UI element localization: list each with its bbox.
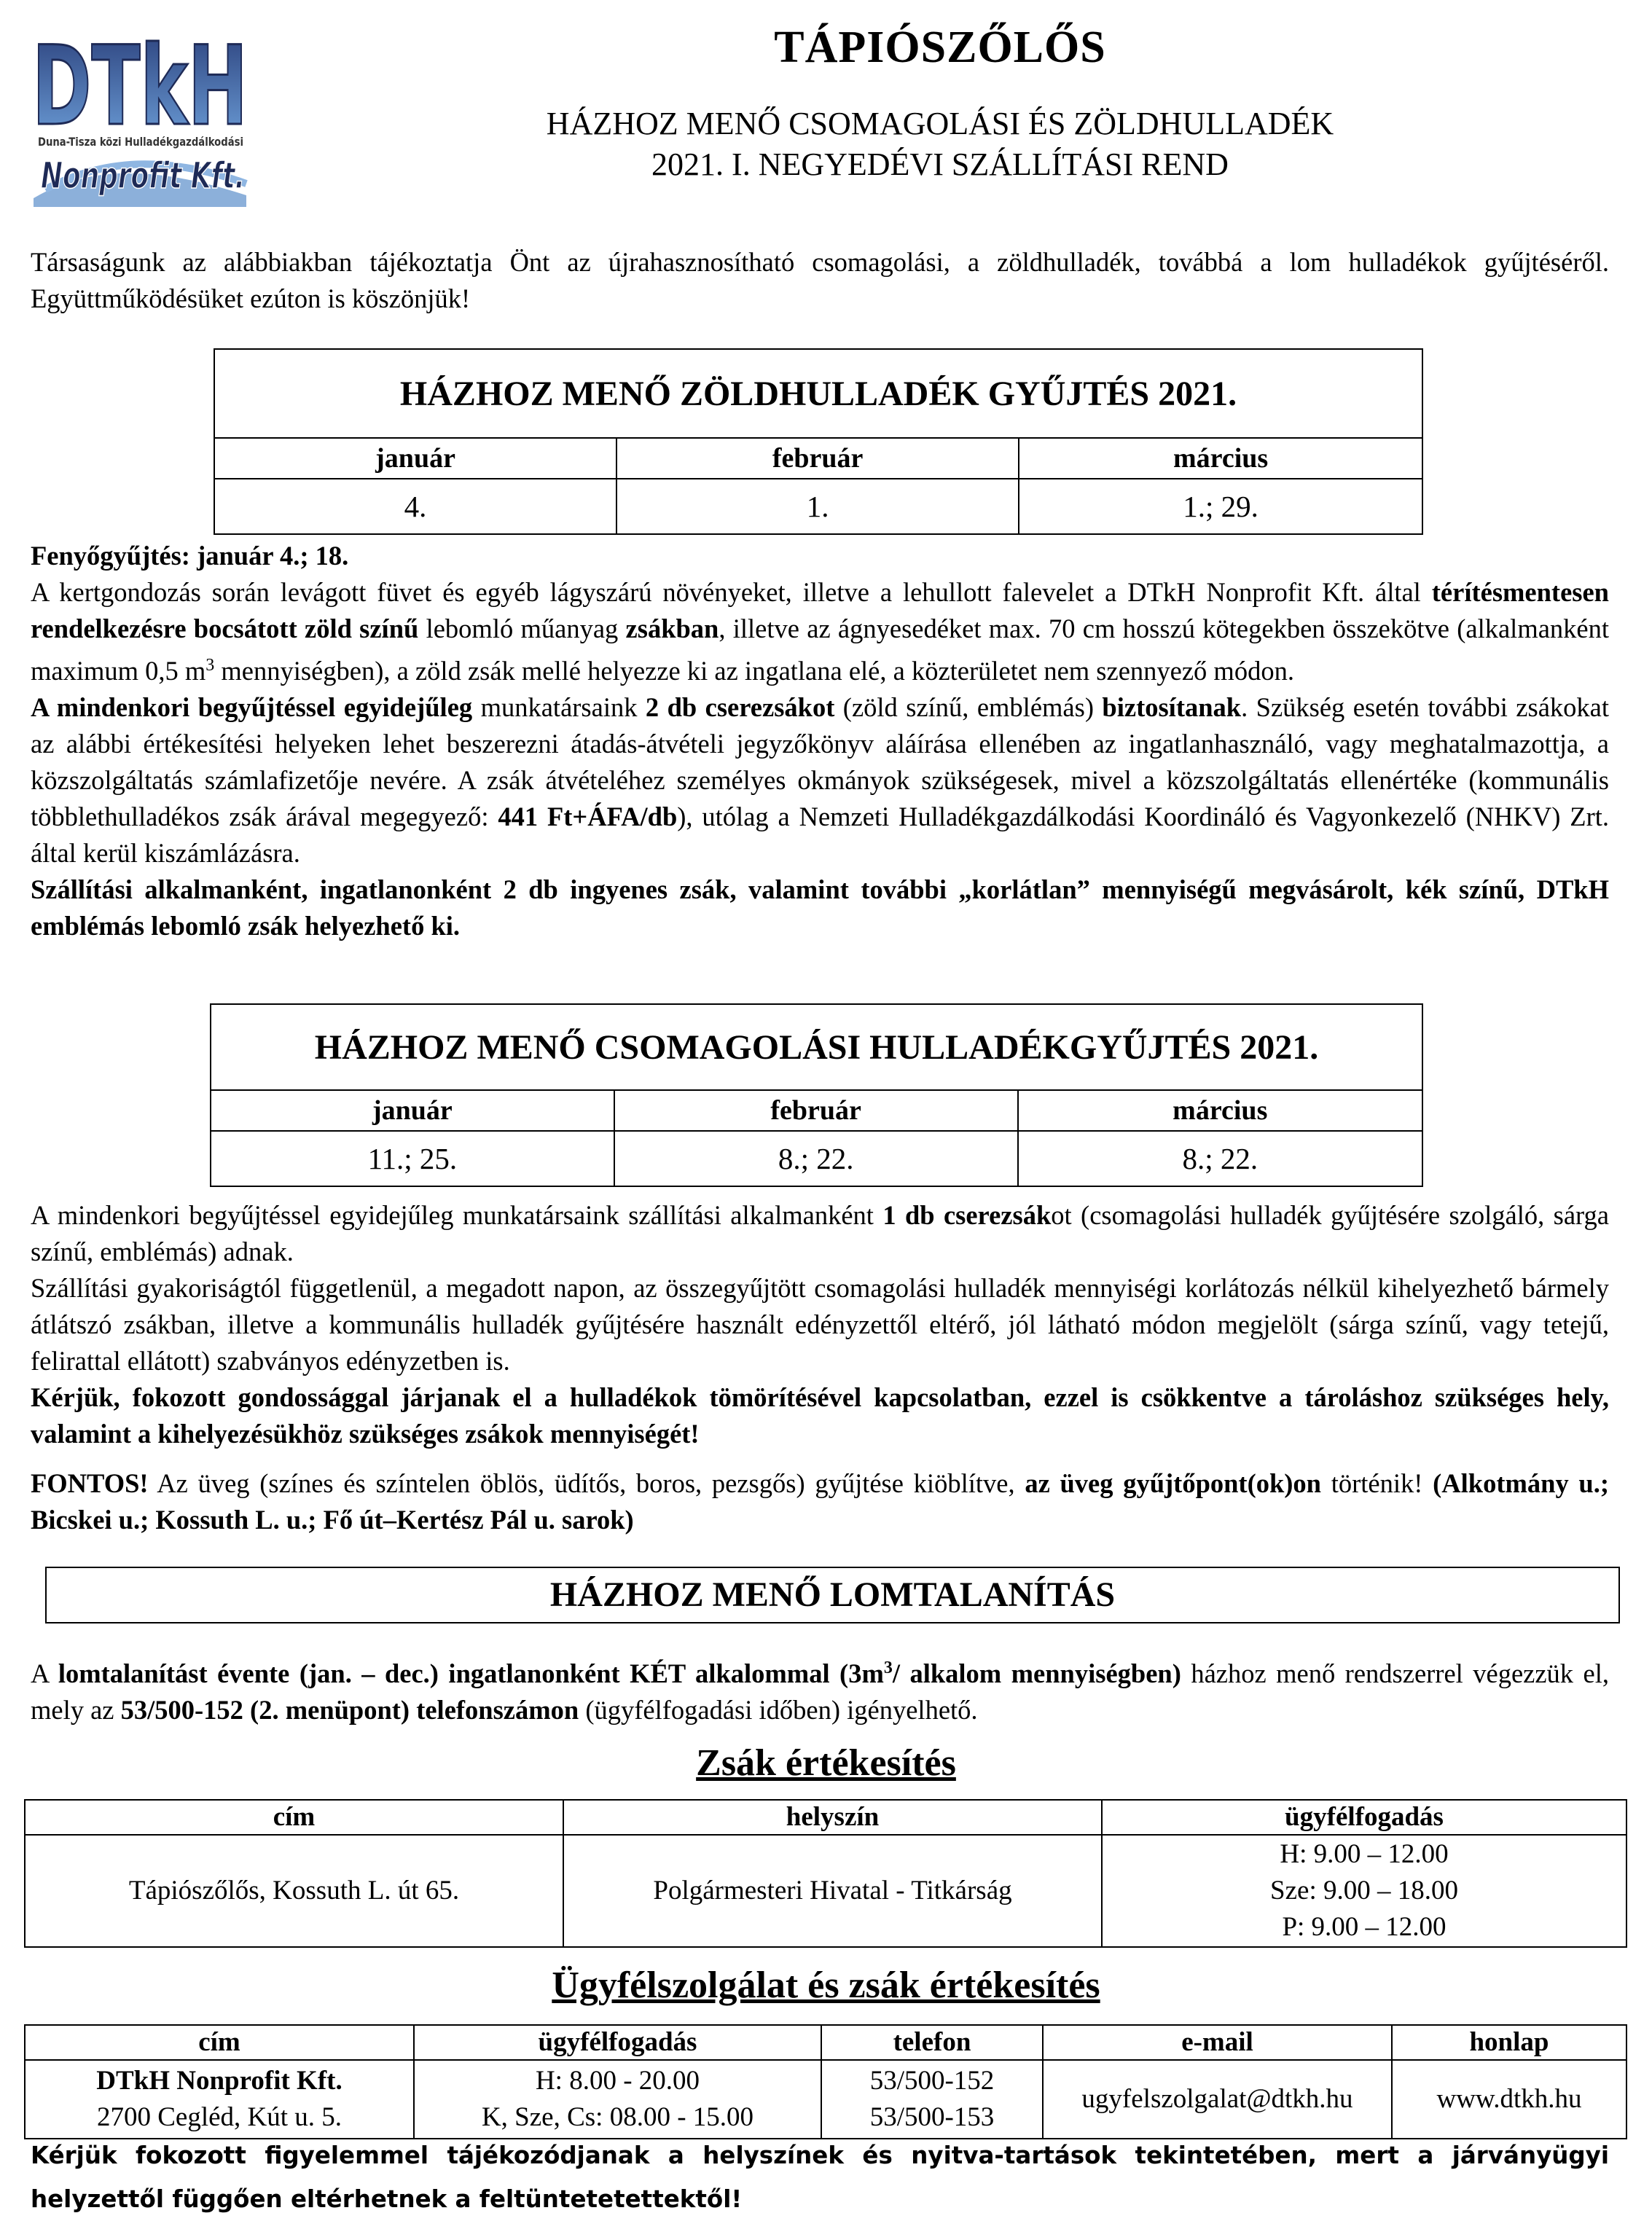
service-phones: 53/500-152 53/500-153 xyxy=(821,2060,1043,2139)
pack-paragraph-2: Szállítási gyakoriságtól függetlenül, a megadott napon, az összegyűjtött csomagolási hulladék mennyiségi korlátozás nélkül kihelyezhető bármely átlátszó zsákban, illetve a kommunális hulladék gyűjtésére használt edényzettől eltérő, jól látható módon megjelölt (sárga színű, vagy tetejű, felirattal ellátott) szabványos edényzetben is. xyxy=(31,1273,1609,1376)
pack-paragraph-3: Kérjük, fokozott gondossággal járjanak el a hulladékok tömörítésével kapcsolatban, ezzel is csökkentve a tároláshoz szükséges hely, valamint a kihelyezésükhöz szükséges zsákok mennyiségét! xyxy=(31,1382,1609,1449)
footer-notice: Kérjük fokozott figyelemmel tájékozódjanak a helyszínek és nyitva-tartások tekintetében, mert a járványügyi helyzettől függően eltérhetnek a feltüntetetettektől! xyxy=(31,2142,1609,2213)
service-email: ugyfelszolgalat@dtkh.hu xyxy=(1043,2060,1392,2139)
service-heading: Ügyfélszolgálat és zsák értékesítés xyxy=(552,1965,1100,2006)
bulky-waste-caption: HÁZHOZ MENŐ LOMTALANÍTÁS xyxy=(45,1567,1620,1623)
green-waste-caption: HÁZHOZ MENŐ ZÖLDHULLADÉK GYŰJTÉS 2021. xyxy=(214,349,1422,438)
green-date-jan: 4. xyxy=(214,479,616,534)
sales-table xyxy=(24,1799,1627,1948)
pack-month-mar: március xyxy=(1018,1090,1422,1131)
green-month-mar: március xyxy=(1019,438,1422,479)
green-month-jan: január xyxy=(214,438,616,479)
pack-month-jan: január xyxy=(211,1090,614,1131)
service-header-web: honlap xyxy=(1392,2025,1626,2060)
sales-header-place: helyszín xyxy=(563,1800,1102,1835)
green-paragraph-1: A kertgondozás során levágott füvet és egyéb lágyszárú növényeket, illetve a lehullott falevelet a DTkH Nonprofit Kft. által térítésmentesen rendelkezésre bocsátott zöld színű lebomló műanyag zsákban, illetve az ágnyesedéket max. 70 cm hosszú kötegekben összekötve (alkalmanként maximum 0,5 $m^3$ mennyiségben), a zöld zsák mellé helyezze ki az ingatlana elé, a közterületet nem szennyező módon. xyxy=(31,577,1610,686)
logo-letters: DTkH xyxy=(32,23,248,150)
sales-place: Polgármesteri Hivatal - Titkárság xyxy=(563,1835,1102,1947)
subtitle-line-2: 2021. I. NEGYEDÉVI SZÁLLÍTÁSI REND xyxy=(651,146,1229,182)
service-header-address: cím xyxy=(25,2025,414,2060)
sales-hours: H: 9.00 – 12.00 Sze: 9.00 – 18.00 P: 9.00 – 12.00 xyxy=(1102,1835,1626,1947)
service-header-email: e-mail xyxy=(1043,2025,1392,2060)
intro-paragraph: Társaságunk az alábbiakban tájékoztatja Önt az újrahasznosítható csomagolási, a zöldhulladék, továbbá a lom hulladékok gyűjtéséről. Együttműködésüket ezúton is köszönjük! xyxy=(31,247,1609,313)
green-paragraph-3: Szállítási alkalmanként, ingatlanonként 2 db ingyenes zsák, valamint további „korlátlan” mennyiségű megvásárolt, kék színű, DTkH emblémás lebomló zsák helyezhető ki. xyxy=(31,874,1609,941)
dtkh-logo xyxy=(31,16,251,208)
sales-heading: Zsák értékesítés xyxy=(696,1742,956,1784)
green-month-feb: február xyxy=(616,438,1019,479)
logo-small-text: Duna-Tisza közi Hulladékgazdálkodási xyxy=(38,135,243,149)
important-glass-note: FONTOS! Az üveg (színes és színtelen öblös, üdítős, boros, pezsgős) gyűjtése kiöblítve, az üveg gyűjtőpont(ok)on történik! (Alkotmány u.; Bicskei u.; Kossuth L. u.; Fő út–Kertész Pál u. sarok) xyxy=(31,1468,1609,1535)
service-table xyxy=(24,2024,1627,2139)
service-website: www.dtkh.hu xyxy=(1392,2060,1626,2139)
green-date-feb: 1. xyxy=(616,479,1019,534)
page-title: TÁPIÓSZŐLŐS xyxy=(774,23,1106,72)
packaging-text xyxy=(31,1197,1609,1538)
service-hours: H: 8.00 - 20.00 K, Sze, Cs: 08.00 - 15.00 xyxy=(414,2060,821,2139)
service-header-hours: ügyfélfogadás xyxy=(414,2025,821,2060)
green-waste-schedule-table xyxy=(214,348,1423,535)
green-waste-text xyxy=(31,538,1609,944)
sales-header-hours: ügyfélfogadás xyxy=(1102,1800,1626,1835)
green-paragraph-2: A mindenkori begyűjtéssel egyidejűleg munkatársaink 2 db cserezsákot (zöld színű, emblémás) biztosítanak. Szükség esetén további zsákokat az alábbi értékesítési helyeken lehet beszerezni átadás-átvételi jegyzőkönyv aláírása ellenében az ingatlanhasználó, vagy meghatalmazottja, a közszolgáltatás számlafizetője nevére. A zsák átvételéhez személyes okmányok szükségesek, mivel a közszolgáltatás ellenértéke (kommunális többlethulladékos zsák árával megegyező: 441 Ft+ÁFA/db), utólag a Nemzeti Hulladékgazdálkodási Koordináló és Vagyonkezelő (NHKV) Zrt. által kerül kiszámlázásra. xyxy=(31,692,1609,869)
pack-month-feb: február xyxy=(614,1090,1018,1131)
bulky-waste-text: A lomtalanítást évente (jan. – dec.) ingatlanonként KÉT alkalommal ($3m^3/$ alkalom mennyiségben) házhoz menő rendszerrel végezzük el, mely az 53/500-152 (2. menüpont) telefonszámon (ügyfélfogadási időben) igényelhető. xyxy=(31,1658,1609,1726)
green-date-mar: 1.; 29. xyxy=(1019,479,1422,534)
fir-collection-note: Fenyőgyűjtés: január 4.; 18. xyxy=(31,541,349,571)
packaging-caption: HÁZHOZ MENŐ CSOMAGOLÁSI HULLADÉKGYŰJTÉS 2021. xyxy=(211,1004,1422,1090)
packaging-schedule-table xyxy=(210,1003,1423,1187)
pack-date-feb: 8.; 22. xyxy=(614,1131,1018,1186)
pack-paragraph-1: A mindenkori begyűjtéssel egyidejűleg munkatársaink szállítási alkalmanként 1 db cserezsákot (csomagolási hulladék gyűjtésére szolgáló, sárga színű, emblémás) adnak. xyxy=(31,1200,1610,1266)
sales-address: Tápiószőlős, Kossuth L. út 65. xyxy=(25,1835,563,1947)
logo-company: Nonprofit Kft. xyxy=(41,154,245,197)
service-address: DTkH Nonprofit Kft. 2700 Cegléd, Kút u. 5. xyxy=(25,2060,414,2139)
service-header-phone: telefon xyxy=(821,2025,1043,2060)
pack-date-jan: 11.; 25. xyxy=(211,1131,614,1186)
pack-date-mar: 8.; 22. xyxy=(1018,1131,1422,1186)
subtitle-line-1: HÁZHOZ MENŐ CSOMAGOLÁSI ÉS ZÖLDHULLADÉK xyxy=(546,106,1334,141)
sales-header-address: cím xyxy=(25,1800,563,1835)
